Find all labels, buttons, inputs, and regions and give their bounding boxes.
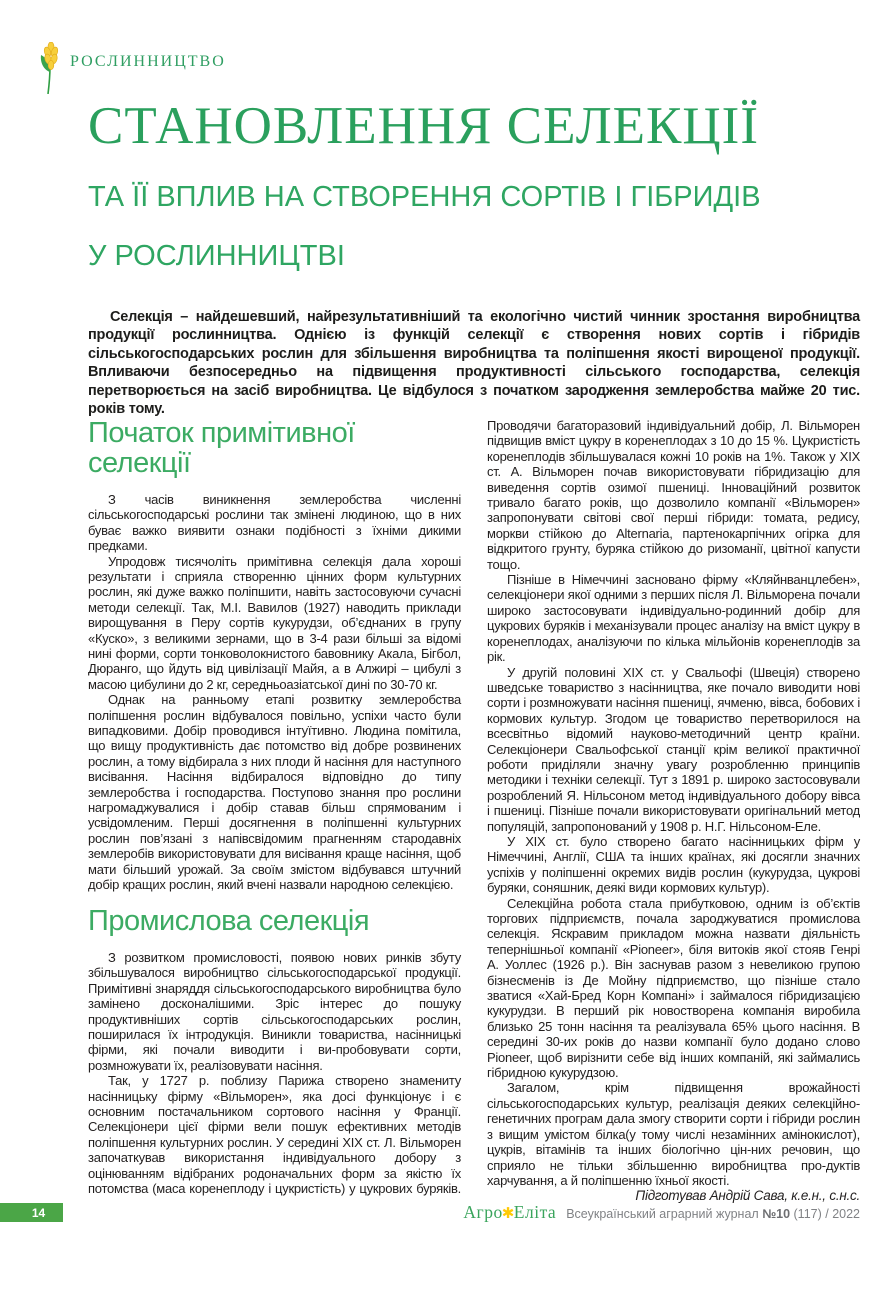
section-heading-industrial-selection: Промислова селекція xyxy=(88,905,370,938)
article-body xyxy=(88,418,860,1208)
article-paragraph: Упродовж тисячоліть примітивна селекція дала хороші результати і сприяла створенню цінних форм культурних рослин, які дуже важко поліпшити, навіть застосовуючи сучасні методи селекції. Так, М.І. Вавилов (1927) наводить приклади вирощування в Перу сортів кукурудзи, об’єднаних в групу «Куско», з великими зернами, що в 3-4 рази більші за відомі нині форми, сорти тонковолокнистого бавовнику Акала, Бігбол, Дюранго, що йдуть від цивілізації Майя, а в Алжирі – цибулі з масою цибулини до 2 кг, середньоазіатської дині по 30-70 кг. xyxy=(88,553,461,692)
article-paragraph: Так, у 1727 р. поблизу Парижа створено знамениту насінницьку фірму «Вільморен», яка досі функціонує і є основним постачальником сортового насіння у Франції. Селекціонери цієї фірми вели пошук ефективних методів поліпшення культурних рослин. У середині XIX ст. Л. Вільморен започаткував використання індивідуального добору з оцінюванням відібраних родоначальних форм за якістю їх потомства (маса коренеплоду і цукристість) у цукрових буряків. Проводячи багаторазовий індивідуальний добір, Л. Вільморен підвищив вміст цукру в коренеплодах з 10 до 15 %. Цукристість коренеплодів збільшувалася кожні 10 років на 1%. Також у XIX ст. А. Вільморен почав використовувати гібридизацію для виведення сортів озимої пшениці. Інноваційний розвиток тривало багато років, що дозволило компанії «Вільморен» запропонувати світові свої перші гібриди: томата, редису, моркви стійкою до Alternaria, партенокарпічних огірка для відкритого грунту, буряка стійкою до ризоманії, цвітної капусти тощо. xyxy=(88,418,860,1196)
article-paragraph: Загалом, крім підвищення врожайності сільськогосподарських культур, реалізація деяких селекційно-генетичних програм дала змогу створити сорти і гібриди рослин з вищим умістом білка(у тому числі незамінних амінокислот), цукрів, вітамінів та інших біологічно цін-них речовин, що сприяло не тільки збільшенню виробництва про-дуктів харчування, а й поліпшенню їхньої якості. xyxy=(487,1080,860,1188)
article-subtitle-line1: ТА ЇЇ ВПЛИВ НА СТВОРЕННЯ СОРТІВ І ГІБРИДІВ xyxy=(88,181,761,213)
article-paragraph: Селекційна робота стала прибутковою, одним із об’єктів торгових підприємств, почала зароджуватися промислова селекція. Яскравим прикладом можна назвати діяльність тепернішньої компанії «Pioneer», біля витоків якої стояв Генрі А. Уоллес (1926 р.). Він заснував разом з невеликою групою бізнесменів із Де Мойну підприємство, що пізніше стало зватися «Хай-Бред Корн Компані» і займалося гібридизацією кукурудзи. В перший рік новостворена компанія виробила близько 25 тонн насіння та реалізувала 65% цього насіння. В середині 30-их років до назви компанії було додано слово Pioneer, щоб вирізнити себе від інших компаній, які займались гібридною кукурудзою. xyxy=(487,895,860,1081)
article-paragraph: У другій половині XIX ст. у Свальофі (Швеція) створено шведське товариство з насінництва, яке почало виводити нові сорти і розмножувати насіння пшениці, ячменю, вівса, бобових і кормових культур. Згодом це товариство перетворилося на всесвітньо відомий науково-методичний центр країни. Селекціонери Свальофської станції крім великої практичної роботи приділяли значну увагу розробленню принципів методики і техніки селекції. Тут з 1891 р. широко застосовували розроблений Я. Нільсоном метод індивідуального добору вівса і пшениці. Пізніше почали використовувати оригінальний метод популяцій, запропонований у 1908 р. Н.Г. Нільсоном-Еле. xyxy=(487,664,860,834)
section-heading-primitive-selection: Початок примітивної селекції xyxy=(88,417,355,480)
star-icon: ✱ xyxy=(501,1204,515,1222)
article-subtitle-line2: У РОСЛИННИЦТВІ xyxy=(88,240,345,272)
footer-publisher-line xyxy=(463,1202,860,1223)
article-title: СТАНОВЛЕННЯ СЕЛЕКЦІЇ xyxy=(88,97,759,155)
article-paragraph: Однак на ранньому етапі розвитку землеробства поліпшення рослин відбувалося повільно, успіхи часто були випадковими. Добір проводився інтуїтивно. Людина помітила, що вищу продуктивність дає потомство від добре розвинених рослин, а тому відбирала з них плоди й насіння для наступного висівання. Насіння відбиралося відповідно до типу землеробства і господарства. Поступово знання про рослини нагромаджувалися і добір ставав більш спрямованим і усвідомленим. Перші досягнення в поліпшенні культурних рослин пов’язані з напівсвідомим прагненням стародавніх землеробів використовувати для висівання краще насіння, щоб мати більший урожай. За своїм змістом відбувався штучний добір кращих рослин, який вчені назвали народною селекцією. xyxy=(88,692,461,893)
article-paragraph: Пізніше в Німеччині засновано фірму «Кляйнванцлебен», селекціонери якої одними з перших після Л. Вільморена почали широко застосовувати індивідуально-родинний добір для цукрових буряків і механізували процес аналізу на вміст цукру в коренеплодах, аналізуючи по кілька мільйонів коренеплодів за рік. xyxy=(487,572,860,665)
journal-name: Всеукраїнський аграрний журнал xyxy=(566,1207,759,1221)
lead-paragraph: Селекція – найдешевший, найрезультативніший та екологічно чистий чинник зростання виробництва продукції рослинництва. Однією із функцій селекції є створення нових сортів і гібридів сільськогосподарських рослин для збільшення виробництва та поліпшення якості вирощеної продукції. Впливаючи безпосередньо на підвищення продуктивності сільського господарства, селекція перетворюється на засіб виробництва. Це відбулося з початком зародження землеробства майже 20 тис. років тому. xyxy=(88,308,860,418)
page-number-badge xyxy=(0,1203,63,1222)
source-reference xyxy=(886,418,892,468)
article-paragraph: З розвитком промисловості, появою нових ринків збуту збільшувалося виробництво сільськогосподарської продукції. Примітивні знаряддя сільськогосподарського виробництва було замінено досконалішими. Зріс інтерес до пошуку продуктивніших сортів сільськогосподарських рослин, поширилася їх інтродукція. Виникли товариства, насінницькі фірми, які почали виводити і ви-пробовувати сорти, розмножувати їх, реалізовувати насіння. xyxy=(88,949,461,1073)
issue-number: №10 xyxy=(762,1207,791,1221)
page-number: 14 xyxy=(31,1205,46,1220)
issue-details: (117) / 2022 xyxy=(793,1207,860,1221)
wheat-icon xyxy=(38,42,62,99)
article-paragraph: З часів виникнення землеробства численні сільськогосподарські рослини так змінені людиною, що в них буває важко виявити ознаки подібності з їхніми дикими предками. xyxy=(88,491,461,554)
logo-text-right: Еліта xyxy=(513,1202,557,1222)
logo-text-left: Агро xyxy=(463,1202,503,1222)
article-paragraph: У XIX ст. було створено багато насінницьких фірм у Німеччині, Англії, США та інших країнах, які досягли значних успіхів у поліпшенні окремих видів рослин (кукурудза, цукрові буряки, соняшник, деякі види кормових культур). xyxy=(487,833,860,896)
author-byline: Підготував Андрій Сава, к.е.н., с.н.с. xyxy=(635,1188,860,1204)
rubric-header xyxy=(38,42,226,99)
agroelita-logo xyxy=(463,1202,556,1223)
rubric-label: РОСЛИННИЦТВО xyxy=(70,53,226,70)
journal-issue-text xyxy=(566,1207,860,1221)
